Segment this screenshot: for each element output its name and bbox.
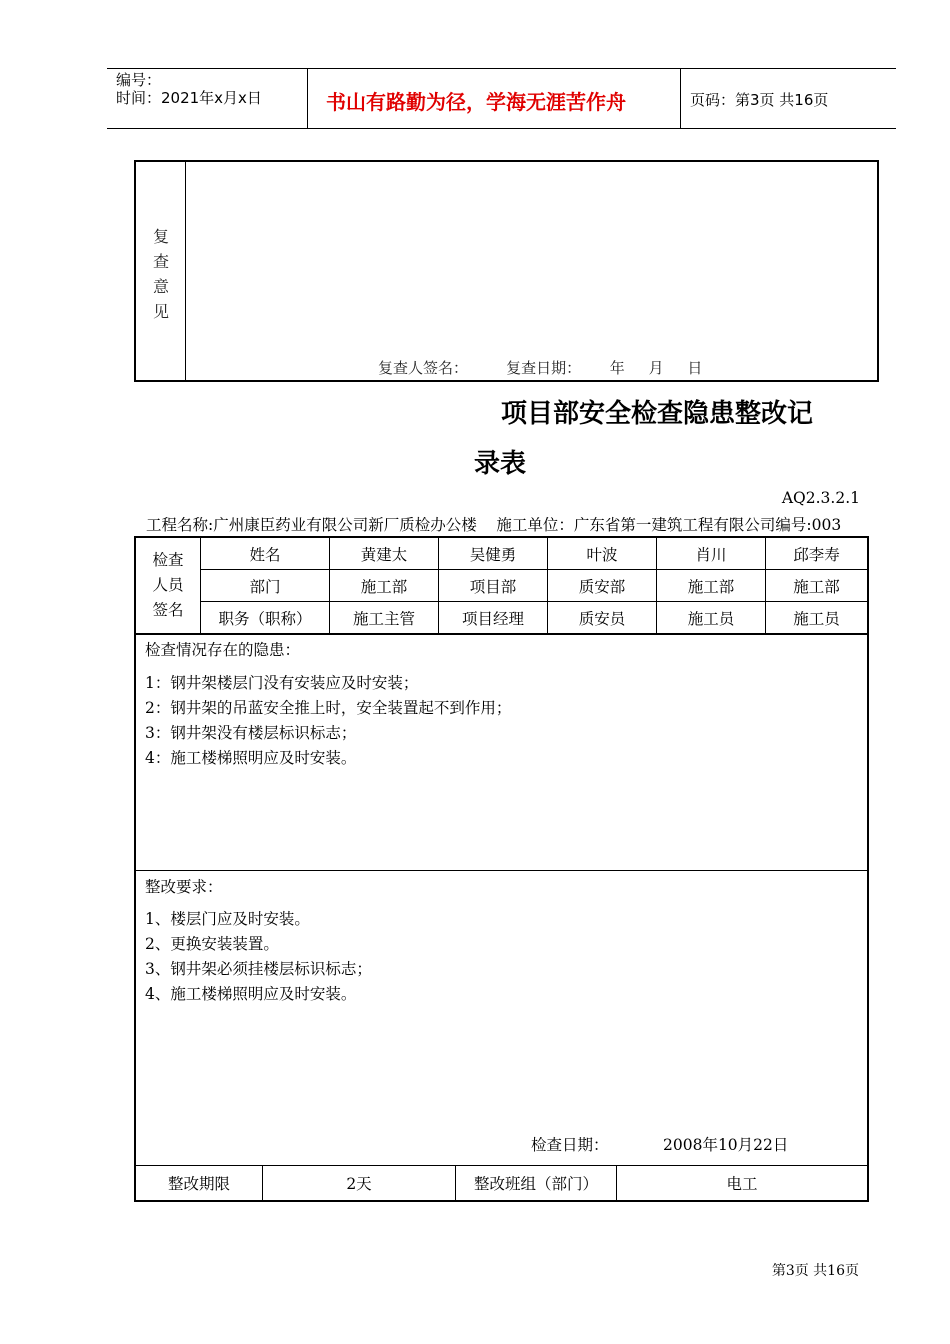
page-footer: 第3页 共16页 — [771, 1263, 859, 1279]
table-row — [135, 602, 868, 635]
group-label-line: 人员 — [152, 576, 184, 594]
project-line: 工程名称:广州康臣药业有限公司新厂质检办公楼 施工单位：广东省第一建筑工程有限公司编号:003 — [146, 516, 842, 534]
table-cell: 施工部 — [766, 570, 869, 602]
team-value: 电工 — [617, 1166, 869, 1202]
header-divider-2 — [680, 68, 681, 128]
header-top-rule — [107, 68, 896, 69]
review-divider — [185, 162, 186, 380]
motto: 书山有路勤为径，学海无涯苦作舟 — [326, 90, 626, 114]
hazards-section — [134, 634, 869, 871]
header-bottom-rule — [107, 128, 896, 129]
table-cell: 项目经理 — [439, 602, 548, 635]
review-char: 复 — [152, 227, 169, 246]
table-row — [135, 1166, 868, 1202]
header-divider-1 — [307, 68, 308, 128]
table-row — [135, 537, 868, 570]
table-cell: 施工部 — [657, 570, 766, 602]
table-cell: 质安部 — [548, 570, 657, 602]
rectification-table — [134, 1165, 869, 1202]
table-cell: 施工员 — [657, 602, 766, 635]
team-label: 整改班组（部门） — [456, 1166, 617, 1202]
row-label: 姓名 — [201, 537, 330, 570]
table-row — [135, 570, 868, 602]
table-cell: 吴健勇 — [439, 537, 548, 570]
table-cell: 施工主管 — [330, 602, 439, 635]
code-label: 编号： — [116, 71, 162, 89]
hazard-item: 2：钢井架的吊蓝安全推上时，安全装置起不到作用； — [145, 699, 512, 717]
group-label-line: 检查 — [152, 551, 184, 569]
inspection-date-label: 检查日期： — [531, 1136, 609, 1154]
hazard-item: 3：钢井架没有楼层标识标志； — [145, 724, 357, 742]
table-cell: 施工员 — [766, 602, 869, 635]
requirement-item: 3、钢井架必须挂楼层标识标志； — [145, 960, 372, 978]
inspection-date-value: 2008年10月22日 — [663, 1136, 789, 1154]
deadline-value: 2天 — [263, 1166, 456, 1202]
table-cell: 项目部 — [439, 570, 548, 602]
page-label: 页码：第3页 共16页 — [690, 91, 829, 109]
table-cell: 施工部 — [330, 570, 439, 602]
review-char: 查 — [152, 252, 169, 271]
requirement-item: 2、更换安装装置。 — [145, 935, 279, 953]
hazard-item: 4：施工楼梯照明应及时安装。 — [145, 749, 357, 767]
row-label: 部门 — [201, 570, 330, 602]
requirement-item: 1、楼层门应及时安装。 — [145, 910, 310, 928]
table-cell: 叶波 — [548, 537, 657, 570]
form-code: AQ2.3.2.1 — [781, 489, 860, 507]
time-label: 时间：2021年x月x日 — [116, 89, 262, 107]
group-label-line: 签名 — [152, 601, 184, 619]
hazard-item: 1：钢井架楼层门没有安装应及时安装； — [145, 674, 419, 692]
requirement-item: 4、施工楼梯照明应及时安装。 — [145, 985, 357, 1003]
review-section — [134, 160, 879, 382]
row-label: 职务（职称） — [201, 602, 330, 635]
inspectors-table — [134, 536, 869, 635]
page-title-line1: 项目部安全检查隐患整改记 — [501, 399, 814, 429]
table-cell: 肖川 — [657, 537, 766, 570]
review-signature-line: 复查人签名： 复查日期： 年 月 日 — [378, 359, 703, 377]
review-char: 意 — [152, 277, 169, 296]
inspectors-group-label — [135, 537, 201, 634]
page-title-line2: 录表 — [474, 449, 527, 479]
hazards-heading: 检查情况存在的隐患： — [145, 641, 301, 659]
table-cell: 黄建太 — [330, 537, 439, 570]
deadline-label: 整改期限 — [135, 1166, 263, 1202]
table-cell: 邱李寿 — [766, 537, 869, 570]
table-cell: 质安员 — [548, 602, 657, 635]
requirements-section — [134, 871, 869, 1165]
review-side-label — [152, 224, 170, 324]
review-char: 见 — [152, 302, 169, 321]
requirements-heading: 整改要求： — [145, 878, 223, 896]
